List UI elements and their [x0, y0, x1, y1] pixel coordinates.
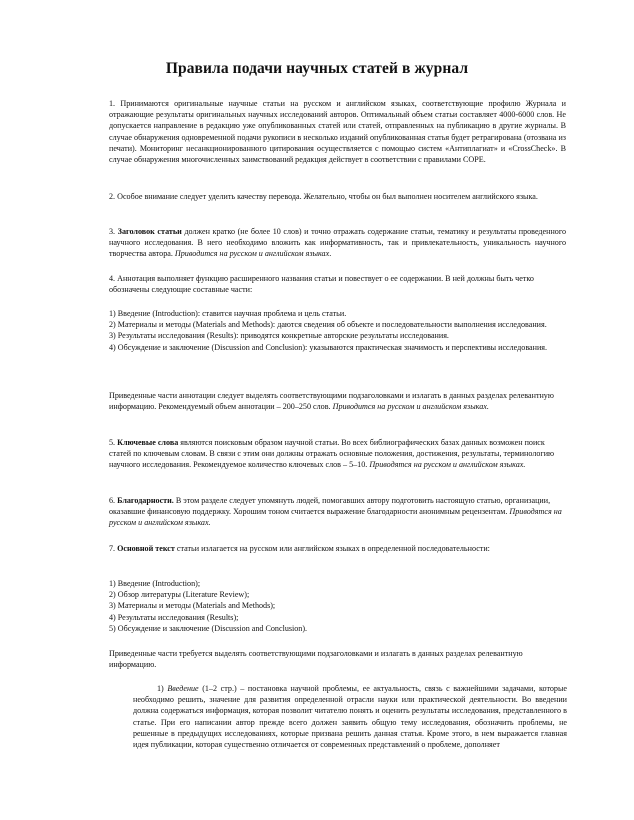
introduction-heading: Введение — [167, 684, 199, 693]
paragraph-3-end: . — [329, 249, 332, 259]
paragraph-6-heading: Благодарности. — [117, 496, 174, 505]
list-item: 2) Обзор литературы (Literature Review); — [109, 590, 250, 600]
paragraph-3-language-note: Приводится на русском и английском языках — [174, 249, 330, 259]
paragraph-5-heading: Ключевые слова — [117, 438, 179, 447]
paragraph-7b: Приведенные части требуется выделять соответствующими подзаголовками и излагать в данных разделах релевантную информацию. — [109, 649, 523, 670]
paragraph-3-text: должен кратко (не более 10 слов) и точно отражать содержание статьи, тематику и результаты проведенного научного исследования. В него необходимо вложить как информативность, так и привлекательность, уникальность научного творчества автора. — [109, 227, 567, 259]
paragraph-4b — [109, 390, 566, 412]
paragraph-4b-text: Приведенные части аннотации следует выделять соответствующими подзаголовками и излагать в данных разделах релевантную информацию. Рекомендуемый объем аннотации – 200–250 слов. — [109, 391, 554, 412]
list-item: 1) Введение (Introduction); — [109, 579, 201, 588]
paragraph-7-text: статьи излагается на русском или английском языках в определенной последовательности: — [174, 544, 490, 553]
paragraph-6-text: В этом разделе следует упомянуть людей, помогавших автору подготовить настоящую статью, организации, оказавшие финансовую поддержку. Хорошим тоном считается выражение благодарности анонимным рецензентам. — [109, 496, 551, 517]
list-item: 3) Результаты исследования (Results): приводятся конкретные авторские результаты исследования. — [109, 331, 449, 341]
paragraph-1: 1. Принимаются оригинальные научные статьи на русском и английском языках, соответствующие профилю Журнала и отражающие результаты оригинальных научных исследований авторов. Оптимальный объем статьи составляет 4000-6000 слов. Не допускается направление в редакцию уже опубликованных статей или статей, отправленных на публикацию в другие журналы. В случае обнаружения одновременной подачи рукописи в несколько изданий опубликованная статья будет ретрагирована (отозвана из печати). Мониторинг несанкционированного цитирования осуществляется с помощью систем «Антиплагиат» и «CrossCheck». В случае обнаружения многочисленных заимствований редакция действует в соответствии с правилами COPE. — [109, 99, 566, 165]
paragraph-7 — [109, 543, 566, 554]
introduction-number: 1) — [157, 684, 168, 693]
paragraph-6 — [109, 495, 566, 529]
page-title: Правила подачи научных статей в журнал — [165, 60, 469, 77]
paragraph-6-number: 6. — [109, 496, 118, 505]
paragraph-6-language-note: Приводятся на русском и английском языках. — [109, 507, 562, 528]
paragraph-5 — [109, 437, 566, 471]
introduction-section — [133, 683, 567, 750]
list-item: 1) Введение (Introduction): ставится научная проблема и цель статьи. — [109, 309, 347, 318]
paragraph-5-number: 5. — [109, 438, 118, 447]
introduction-text: (1–2 стр.) – постановка научной проблемы, ее актуальность, связь с важнейшими задачами, которые необходимо решить, значение для развития определенной отрасли науки или практической деятельности. Во введении должна содержаться информация, которая позволит читателю понять и оценить результаты исследования, представленного в статье. При его написании автор прежде всего должен заявить общую тему исследования, обозначить проблемы, не решенные в предыдущих исследованиях, которые призвана решить данная статья. Кроме этого, в нем выражается главная идея публикации, которая существенно отличается от современных представлений о проблеме, дополняет — [133, 684, 567, 750]
list-item: 2) Материалы и методы (Materials and Methods): даются сведения об объекте и последовательности выполнения исследования. — [109, 320, 547, 330]
list-item: 5) Обсуждение и заключение (Discussion and Conclusion). — [109, 623, 308, 633]
paragraph-3-heading: Заголовок статьи — [117, 227, 182, 236]
main-text-sections-list — [109, 578, 566, 634]
paragraph-2: 2. Особое внимание следует уделить качеству перевода. Желательно, чтобы он был выполнен носителем английского языка. — [109, 192, 538, 201]
list-item: 3) Материалы и методы (Materials and Methods); — [109, 601, 276, 611]
abstract-parts-list — [109, 308, 566, 353]
paragraph-7-number: 7. — [109, 544, 118, 553]
paragraph-3 — [109, 226, 566, 260]
paragraph-4b-language-note: Приводится на русском и английском языках. — [332, 402, 489, 412]
paragraph-4: 4. Аннотация выполняет функцию расширенного названия статьи и повествует о ее содержании. В ней должны быть четко обозначены следующие составные части: — [109, 274, 534, 295]
list-item: 4) Обсуждение и заключение (Discussion and Conclusion): указываются практическая значимость и перспективы исследования. — [109, 342, 548, 352]
paragraph-3-number: 3. — [109, 227, 118, 236]
paragraph-5-language-note: Приводятся на русском и английском языках. — [369, 460, 526, 470]
paragraph-7-heading: Основной текст — [117, 544, 175, 553]
list-item: 4) Результаты исследования (Results); — [109, 612, 239, 622]
paragraph-5-text: являются поисковым образом научной статьи. Во всех библиографических базах данных возможен поиск статей по ключевым словам. В связи с этим они должны отражать основные положения, достижения, результаты, терминологию научного исследования. Рекомендуемое количество ключевых слов – 5–10. — [109, 438, 555, 470]
